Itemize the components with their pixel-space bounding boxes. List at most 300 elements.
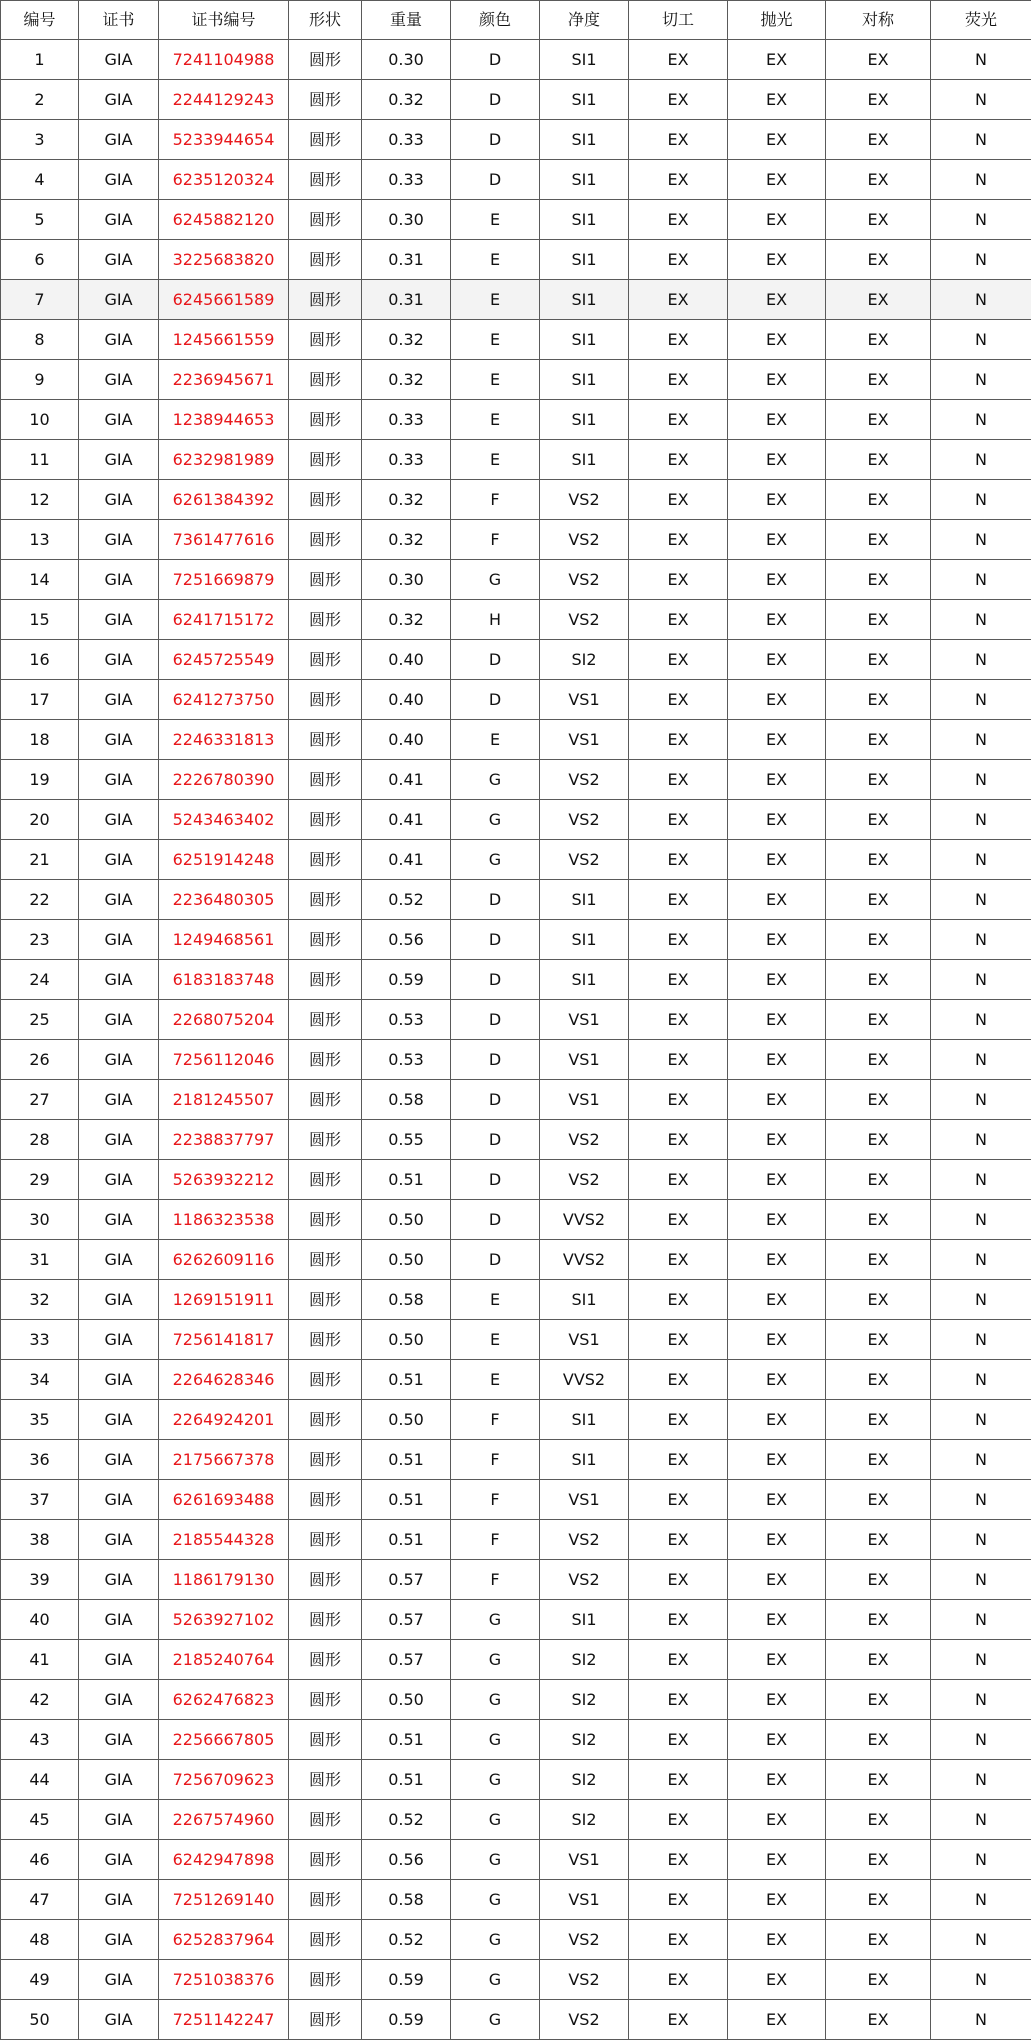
cell-weight: 0.53 bbox=[362, 1000, 451, 1040]
cell-fluorescence: N bbox=[931, 880, 1031, 920]
cell-certificate: GIA bbox=[79, 1080, 159, 1120]
cell-symmetry: EX bbox=[826, 520, 931, 560]
cell-clarity: VS2 bbox=[540, 1560, 629, 1600]
table-row bbox=[1, 1680, 1031, 1720]
table-row bbox=[1, 1000, 1031, 1040]
cell-certificate-number: 2246331813 bbox=[159, 720, 289, 760]
cell-color: D bbox=[451, 1000, 540, 1040]
cell-cut: EX bbox=[629, 160, 728, 200]
cell-cut: EX bbox=[629, 120, 728, 160]
cell-cut: EX bbox=[629, 1480, 728, 1520]
cell-color: E bbox=[451, 720, 540, 760]
cell-color: G bbox=[451, 1800, 540, 1840]
cell-fluorescence: N bbox=[931, 800, 1031, 840]
cell-clarity: VS2 bbox=[540, 840, 629, 880]
cell-cut: EX bbox=[629, 1360, 728, 1400]
cell-polish: EX bbox=[728, 1040, 826, 1080]
cell-polish: EX bbox=[728, 1320, 826, 1360]
cell-symmetry: EX bbox=[826, 1000, 931, 1040]
cell-color: D bbox=[451, 1080, 540, 1120]
cell-no: 27 bbox=[1, 1080, 79, 1120]
cell-no: 43 bbox=[1, 1720, 79, 1760]
cell-cut: EX bbox=[629, 920, 728, 960]
cell-certificate: GIA bbox=[79, 120, 159, 160]
cell-fluorescence: N bbox=[931, 1600, 1031, 1640]
cell-weight: 0.50 bbox=[362, 1320, 451, 1360]
cell-fluorescence: N bbox=[931, 80, 1031, 120]
cell-shape: 圆形 bbox=[289, 120, 362, 160]
cell-certificate-number: 1186179130 bbox=[159, 1560, 289, 1600]
cell-shape: 圆形 bbox=[289, 1760, 362, 1800]
cell-clarity: SI1 bbox=[540, 960, 629, 1000]
cell-certificate-number: 7256141817 bbox=[159, 1320, 289, 1360]
cell-color: F bbox=[451, 1440, 540, 1480]
cell-symmetry: EX bbox=[826, 880, 931, 920]
cell-symmetry: EX bbox=[826, 1840, 931, 1880]
cell-fluorescence: N bbox=[931, 1280, 1031, 1320]
cell-polish: EX bbox=[728, 400, 826, 440]
cell-certificate-number: 2268075204 bbox=[159, 1000, 289, 1040]
cell-weight: 0.56 bbox=[362, 920, 451, 960]
cell-color: F bbox=[451, 1400, 540, 1440]
cell-no: 4 bbox=[1, 160, 79, 200]
cell-certificate-number: 1238944653 bbox=[159, 400, 289, 440]
cell-shape: 圆形 bbox=[289, 760, 362, 800]
cell-no: 38 bbox=[1, 1520, 79, 1560]
cell-cut: EX bbox=[629, 80, 728, 120]
cell-cut: EX bbox=[629, 520, 728, 560]
cell-shape: 圆形 bbox=[289, 1360, 362, 1400]
cell-color: D bbox=[451, 1200, 540, 1240]
cell-fluorescence: N bbox=[931, 1640, 1031, 1680]
cell-certificate-number: 7251142247 bbox=[159, 2000, 289, 2040]
cell-no: 13 bbox=[1, 520, 79, 560]
cell-cut: EX bbox=[629, 1320, 728, 1360]
cell-certificate: GIA bbox=[79, 1880, 159, 1920]
cell-weight: 0.51 bbox=[362, 1480, 451, 1520]
cell-color: D bbox=[451, 80, 540, 120]
cell-color: E bbox=[451, 360, 540, 400]
cell-certificate: GIA bbox=[79, 760, 159, 800]
cell-weight: 0.40 bbox=[362, 680, 451, 720]
cell-cut: EX bbox=[629, 1080, 728, 1120]
cell-polish: EX bbox=[728, 760, 826, 800]
table-row bbox=[1, 1200, 1031, 1240]
cell-shape: 圆形 bbox=[289, 160, 362, 200]
cell-weight: 0.57 bbox=[362, 1600, 451, 1640]
cell-fluorescence: N bbox=[931, 280, 1031, 320]
cell-shape: 圆形 bbox=[289, 1920, 362, 1960]
cell-symmetry: EX bbox=[826, 1160, 931, 1200]
cell-weight: 0.51 bbox=[362, 1760, 451, 1800]
cell-fluorescence: N bbox=[931, 1520, 1031, 1560]
cell-symmetry: EX bbox=[826, 1680, 931, 1720]
cell-no: 25 bbox=[1, 1000, 79, 1040]
cell-fluorescence: N bbox=[931, 640, 1031, 680]
cell-polish: EX bbox=[728, 80, 826, 120]
cell-symmetry: EX bbox=[826, 1120, 931, 1160]
cell-polish: EX bbox=[728, 560, 826, 600]
cell-no: 36 bbox=[1, 1440, 79, 1480]
cell-certificate: GIA bbox=[79, 640, 159, 680]
cell-shape: 圆形 bbox=[289, 1080, 362, 1120]
cell-polish: EX bbox=[728, 1240, 826, 1280]
cell-polish: EX bbox=[728, 1480, 826, 1520]
cell-fluorescence: N bbox=[931, 560, 1031, 600]
cell-no: 15 bbox=[1, 600, 79, 640]
cell-no: 10 bbox=[1, 400, 79, 440]
cell-symmetry: EX bbox=[826, 1280, 931, 1320]
cell-shape: 圆形 bbox=[289, 1280, 362, 1320]
cell-certificate-number: 6241273750 bbox=[159, 680, 289, 720]
cell-shape: 圆形 bbox=[289, 1640, 362, 1680]
cell-shape: 圆形 bbox=[289, 200, 362, 240]
cell-polish: EX bbox=[728, 1160, 826, 1200]
cell-weight: 0.51 bbox=[362, 1160, 451, 1200]
cell-weight: 0.41 bbox=[362, 760, 451, 800]
table-row bbox=[1, 120, 1031, 160]
table-row bbox=[1, 760, 1031, 800]
cell-fluorescence: N bbox=[931, 960, 1031, 1000]
cell-fluorescence: N bbox=[931, 1080, 1031, 1120]
cell-shape: 圆形 bbox=[289, 240, 362, 280]
cell-symmetry: EX bbox=[826, 1200, 931, 1240]
cell-cut: EX bbox=[629, 400, 728, 440]
table-body bbox=[1, 40, 1031, 2040]
table-row bbox=[1, 1040, 1031, 1080]
cell-certificate: GIA bbox=[79, 1520, 159, 1560]
table-row bbox=[1, 1360, 1031, 1400]
cell-fluorescence: N bbox=[931, 1800, 1031, 1840]
header-row bbox=[1, 1, 1031, 40]
cell-shape: 圆形 bbox=[289, 960, 362, 1000]
cell-polish: EX bbox=[728, 680, 826, 720]
table-row bbox=[1, 400, 1031, 440]
cell-weight: 0.32 bbox=[362, 480, 451, 520]
cell-fluorescence: N bbox=[931, 1720, 1031, 1760]
cell-certificate-number: 2264924201 bbox=[159, 1400, 289, 1440]
cell-no: 47 bbox=[1, 1880, 79, 1920]
cell-polish: EX bbox=[728, 720, 826, 760]
cell-symmetry: EX bbox=[826, 1560, 931, 1600]
cell-clarity: VS2 bbox=[540, 760, 629, 800]
cell-cut: EX bbox=[629, 1040, 728, 1080]
cell-color: D bbox=[451, 1040, 540, 1080]
cell-polish: EX bbox=[728, 280, 826, 320]
cell-fluorescence: N bbox=[931, 600, 1031, 640]
cell-clarity: SI1 bbox=[540, 1440, 629, 1480]
cell-fluorescence: N bbox=[931, 400, 1031, 440]
cell-cut: EX bbox=[629, 1160, 728, 1200]
cell-fluorescence: N bbox=[931, 240, 1031, 280]
cell-color: G bbox=[451, 1720, 540, 1760]
table-row bbox=[1, 360, 1031, 400]
header-certificate-number: 证书编号 bbox=[159, 1, 289, 40]
cell-cut: EX bbox=[629, 1880, 728, 1920]
cell-cut: EX bbox=[629, 1760, 728, 1800]
cell-clarity: SI1 bbox=[540, 160, 629, 200]
cell-weight: 0.31 bbox=[362, 280, 451, 320]
cell-weight: 0.33 bbox=[362, 160, 451, 200]
cell-cut: EX bbox=[629, 440, 728, 480]
cell-cut: EX bbox=[629, 880, 728, 920]
cell-fluorescence: N bbox=[931, 920, 1031, 960]
cell-certificate-number: 5243463402 bbox=[159, 800, 289, 840]
cell-color: E bbox=[451, 1360, 540, 1400]
cell-no: 29 bbox=[1, 1160, 79, 1200]
cell-shape: 圆形 bbox=[289, 1120, 362, 1160]
cell-certificate: GIA bbox=[79, 1680, 159, 1720]
cell-clarity: SI1 bbox=[540, 360, 629, 400]
cell-symmetry: EX bbox=[826, 120, 931, 160]
cell-certificate: GIA bbox=[79, 600, 159, 640]
cell-color: G bbox=[451, 840, 540, 880]
cell-weight: 0.41 bbox=[362, 840, 451, 880]
cell-clarity: VS2 bbox=[540, 2000, 629, 2040]
cell-certificate-number: 2181245507 bbox=[159, 1080, 289, 1120]
cell-symmetry: EX bbox=[826, 320, 931, 360]
cell-certificate: GIA bbox=[79, 1240, 159, 1280]
table-row bbox=[1, 1800, 1031, 1840]
cell-clarity: VS2 bbox=[540, 560, 629, 600]
cell-symmetry: EX bbox=[826, 720, 931, 760]
cell-cut: EX bbox=[629, 560, 728, 600]
cell-symmetry: EX bbox=[826, 160, 931, 200]
cell-shape: 圆形 bbox=[289, 1600, 362, 1640]
cell-color: G bbox=[451, 760, 540, 800]
cell-no: 5 bbox=[1, 200, 79, 240]
cell-weight: 0.33 bbox=[362, 120, 451, 160]
cell-certificate-number: 1249468561 bbox=[159, 920, 289, 960]
cell-clarity: SI1 bbox=[540, 1280, 629, 1320]
header-weight: 重量 bbox=[362, 1, 451, 40]
cell-certificate: GIA bbox=[79, 1600, 159, 1640]
cell-no: 44 bbox=[1, 1760, 79, 1800]
cell-clarity: SI1 bbox=[540, 880, 629, 920]
cell-color: D bbox=[451, 920, 540, 960]
cell-clarity: VS2 bbox=[540, 1960, 629, 2000]
cell-polish: EX bbox=[728, 1920, 826, 1960]
cell-polish: EX bbox=[728, 1720, 826, 1760]
cell-clarity: VS1 bbox=[540, 1480, 629, 1520]
cell-cut: EX bbox=[629, 1240, 728, 1280]
cell-certificate: GIA bbox=[79, 2000, 159, 2040]
cell-weight: 0.32 bbox=[362, 520, 451, 560]
cell-certificate-number: 2267574960 bbox=[159, 1800, 289, 1840]
cell-polish: EX bbox=[728, 240, 826, 280]
cell-clarity: SI1 bbox=[540, 320, 629, 360]
cell-clarity: SI2 bbox=[540, 1720, 629, 1760]
cell-fluorescence: N bbox=[931, 480, 1031, 520]
cell-cut: EX bbox=[629, 1840, 728, 1880]
cell-cut: EX bbox=[629, 480, 728, 520]
cell-symmetry: EX bbox=[826, 920, 931, 960]
table-row bbox=[1, 320, 1031, 360]
cell-polish: EX bbox=[728, 1640, 826, 1680]
table-row bbox=[1, 1720, 1031, 1760]
cell-clarity: VS1 bbox=[540, 680, 629, 720]
cell-fluorescence: N bbox=[931, 720, 1031, 760]
table-row bbox=[1, 1840, 1031, 1880]
cell-certificate: GIA bbox=[79, 1320, 159, 1360]
cell-polish: EX bbox=[728, 1400, 826, 1440]
cell-certificate: GIA bbox=[79, 1040, 159, 1080]
cell-cut: EX bbox=[629, 1280, 728, 1320]
cell-cut: EX bbox=[629, 1000, 728, 1040]
cell-fluorescence: N bbox=[931, 840, 1031, 880]
table-row bbox=[1, 40, 1031, 80]
cell-no: 30 bbox=[1, 1200, 79, 1240]
cell-polish: EX bbox=[728, 920, 826, 960]
cell-weight: 0.30 bbox=[362, 40, 451, 80]
cell-certificate-number: 6242947898 bbox=[159, 1840, 289, 1880]
cell-clarity: VS1 bbox=[540, 1840, 629, 1880]
cell-polish: EX bbox=[728, 120, 826, 160]
cell-color: E bbox=[451, 400, 540, 440]
cell-fluorescence: N bbox=[931, 1680, 1031, 1720]
cell-polish: EX bbox=[728, 160, 826, 200]
cell-clarity: SI1 bbox=[540, 1400, 629, 1440]
cell-color: G bbox=[451, 2000, 540, 2040]
cell-symmetry: EX bbox=[826, 200, 931, 240]
cell-color: D bbox=[451, 680, 540, 720]
cell-no: 14 bbox=[1, 560, 79, 600]
cell-clarity: SI1 bbox=[540, 40, 629, 80]
cell-color: D bbox=[451, 1240, 540, 1280]
cell-color: D bbox=[451, 880, 540, 920]
cell-cut: EX bbox=[629, 1600, 728, 1640]
header-no: 编号 bbox=[1, 1, 79, 40]
cell-color: D bbox=[451, 160, 540, 200]
table-row bbox=[1, 1080, 1031, 1120]
cell-cut: EX bbox=[629, 1520, 728, 1560]
cell-cut: EX bbox=[629, 360, 728, 400]
cell-weight: 0.30 bbox=[362, 560, 451, 600]
table-row bbox=[1, 1240, 1031, 1280]
cell-symmetry: EX bbox=[826, 840, 931, 880]
cell-weight: 0.57 bbox=[362, 1640, 451, 1680]
cell-color: G bbox=[451, 560, 540, 600]
cell-certificate-number: 2238837797 bbox=[159, 1120, 289, 1160]
cell-clarity: SI2 bbox=[540, 1640, 629, 1680]
cell-weight: 0.59 bbox=[362, 960, 451, 1000]
cell-no: 26 bbox=[1, 1040, 79, 1080]
cell-shape: 圆形 bbox=[289, 1680, 362, 1720]
cell-clarity: SI1 bbox=[540, 200, 629, 240]
cell-no: 21 bbox=[1, 840, 79, 880]
cell-polish: EX bbox=[728, 600, 826, 640]
cell-certificate-number: 6232981989 bbox=[159, 440, 289, 480]
cell-clarity: VS2 bbox=[540, 520, 629, 560]
cell-shape: 圆形 bbox=[289, 800, 362, 840]
table-row bbox=[1, 1600, 1031, 1640]
cell-no: 24 bbox=[1, 960, 79, 1000]
table-row bbox=[1, 440, 1031, 480]
cell-symmetry: EX bbox=[826, 1880, 931, 1920]
cell-certificate: GIA bbox=[79, 200, 159, 240]
cell-symmetry: EX bbox=[826, 480, 931, 520]
cell-color: E bbox=[451, 240, 540, 280]
cell-shape: 圆形 bbox=[289, 1040, 362, 1080]
cell-certificate: GIA bbox=[79, 40, 159, 80]
cell-shape: 圆形 bbox=[289, 1800, 362, 1840]
cell-symmetry: EX bbox=[826, 1800, 931, 1840]
cell-shape: 圆形 bbox=[289, 2000, 362, 2040]
cell-fluorescence: N bbox=[931, 1360, 1031, 1400]
cell-shape: 圆形 bbox=[289, 1240, 362, 1280]
cell-certificate-number: 6262476823 bbox=[159, 1680, 289, 1720]
cell-cut: EX bbox=[629, 1960, 728, 2000]
cell-cut: EX bbox=[629, 2000, 728, 2040]
cell-symmetry: EX bbox=[826, 1440, 931, 1480]
cell-cut: EX bbox=[629, 960, 728, 1000]
cell-weight: 0.59 bbox=[362, 2000, 451, 2040]
cell-polish: EX bbox=[728, 1360, 826, 1400]
cell-no: 9 bbox=[1, 360, 79, 400]
cell-symmetry: EX bbox=[826, 40, 931, 80]
cell-weight: 0.51 bbox=[362, 1720, 451, 1760]
table-row bbox=[1, 1920, 1031, 1960]
cell-certificate: GIA bbox=[79, 1480, 159, 1520]
cell-weight: 0.32 bbox=[362, 320, 451, 360]
cell-certificate-number: 2226780390 bbox=[159, 760, 289, 800]
cell-polish: EX bbox=[728, 960, 826, 1000]
table-row bbox=[1, 1520, 1031, 1560]
cell-weight: 0.59 bbox=[362, 1960, 451, 2000]
cell-certificate-number: 7256709623 bbox=[159, 1760, 289, 1800]
cell-shape: 圆形 bbox=[289, 1320, 362, 1360]
cell-certificate: GIA bbox=[79, 800, 159, 840]
cell-shape: 圆形 bbox=[289, 1400, 362, 1440]
cell-certificate: GIA bbox=[79, 1720, 159, 1760]
cell-symmetry: EX bbox=[826, 1720, 931, 1760]
cell-color: D bbox=[451, 640, 540, 680]
cell-polish: EX bbox=[728, 520, 826, 560]
cell-polish: EX bbox=[728, 1960, 826, 2000]
cell-color: G bbox=[451, 1600, 540, 1640]
cell-certificate-number: 6262609116 bbox=[159, 1240, 289, 1280]
cell-no: 40 bbox=[1, 1600, 79, 1640]
cell-color: E bbox=[451, 1280, 540, 1320]
cell-certificate: GIA bbox=[79, 1120, 159, 1160]
cell-polish: EX bbox=[728, 1840, 826, 1880]
cell-certificate-number: 6235120324 bbox=[159, 160, 289, 200]
cell-certificate: GIA bbox=[79, 1440, 159, 1480]
table-row bbox=[1, 1960, 1031, 2000]
cell-no: 35 bbox=[1, 1400, 79, 1440]
cell-fluorescence: N bbox=[931, 1320, 1031, 1360]
table-row bbox=[1, 720, 1031, 760]
cell-clarity: SI1 bbox=[540, 280, 629, 320]
cell-no: 16 bbox=[1, 640, 79, 680]
cell-symmetry: EX bbox=[826, 400, 931, 440]
cell-no: 32 bbox=[1, 1280, 79, 1320]
cell-no: 39 bbox=[1, 1560, 79, 1600]
cell-clarity: SI2 bbox=[540, 1680, 629, 1720]
table-row bbox=[1, 880, 1031, 920]
cell-fluorescence: N bbox=[931, 2000, 1031, 2040]
table-row bbox=[1, 680, 1031, 720]
cell-clarity: VS1 bbox=[540, 1040, 629, 1080]
cell-certificate: GIA bbox=[79, 360, 159, 400]
cell-symmetry: EX bbox=[826, 2000, 931, 2040]
cell-polish: EX bbox=[728, 40, 826, 80]
cell-fluorescence: N bbox=[931, 1960, 1031, 2000]
cell-fluorescence: N bbox=[931, 1920, 1031, 1960]
table-row bbox=[1, 960, 1031, 1000]
cell-certificate: GIA bbox=[79, 1760, 159, 1800]
cell-shape: 圆形 bbox=[289, 320, 362, 360]
